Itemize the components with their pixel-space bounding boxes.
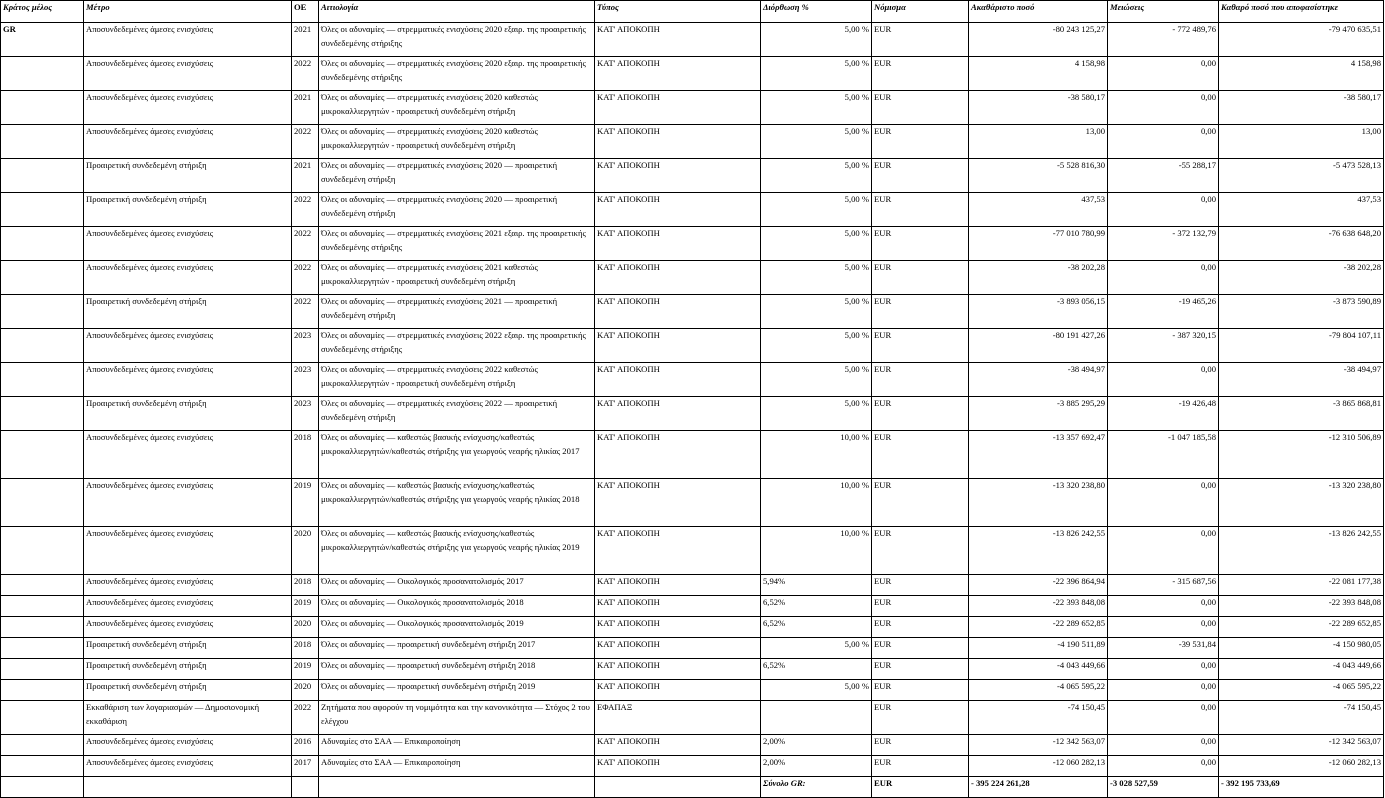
currency-cell: EUR [872, 596, 969, 617]
header-measure: Μέτρο [84, 1, 292, 23]
header-correction: Διόρθωση % [761, 1, 872, 23]
total-empty-cell [595, 777, 761, 798]
measure-cell: Προαιρετική συνδεδεμένη στήριξη [84, 680, 292, 701]
currency-cell: EUR [872, 431, 969, 479]
net-amount-cell: -22 081 177,38 [1219, 575, 1384, 596]
member-state-cell [1, 735, 84, 756]
member-state-cell [1, 596, 84, 617]
currency-cell: EUR [872, 295, 969, 329]
net-amount-cell: -4 150 980,05 [1219, 638, 1384, 659]
currency-cell: EUR [872, 479, 969, 527]
member-state-cell [1, 227, 84, 261]
reason-cell: Ζητήματα που αφορούν τη νομιμότητα και την κανονικότητα — Στόχος 2 του ελέγχου [319, 701, 595, 735]
reason-cell: Όλες οι αδυναμίες — προαιρετική συνδεδεμένη στήριξη 2019 [319, 680, 595, 701]
member-state-cell [1, 295, 84, 329]
net-amount-cell: -12 060 282,13 [1219, 756, 1384, 777]
table-row [1, 295, 1384, 329]
financial-year-cell: 2020 [292, 527, 319, 575]
reductions-cell: 0,00 [1108, 57, 1219, 91]
reason-cell: Όλες οι αδυναμίες — στρεμματικές ενισχύσεις 2020 — προαιρετική συνδεδεμένη στήριξη [319, 193, 595, 227]
correction-cell: 5,00 % [761, 329, 872, 363]
reductions-cell: - 387 320,15 [1108, 329, 1219, 363]
financial-year-cell: 2016 [292, 735, 319, 756]
member-state-cell [1, 680, 84, 701]
reductions-cell: 0,00 [1108, 596, 1219, 617]
measure-cell: Αποσυνδεδεμένες άμεσες ενισχύσεις [84, 227, 292, 261]
gross-amount-cell: 437,53 [969, 193, 1108, 227]
gross-amount-cell: -38 580,17 [969, 91, 1108, 125]
reductions-cell: -19 426,48 [1108, 397, 1219, 431]
net-amount-cell: -22 289 652,85 [1219, 617, 1384, 638]
correction-cell: 5,00 % [761, 397, 872, 431]
financial-year-cell: 2023 [292, 329, 319, 363]
reductions-cell: -19 465,26 [1108, 295, 1219, 329]
reductions-cell: 0,00 [1108, 701, 1219, 735]
currency-cell: EUR [872, 261, 969, 295]
measure-cell: Αποσυνδεδεμένες άμεσες ενισχύσεις [84, 756, 292, 777]
currency-cell: EUR [872, 617, 969, 638]
gross-amount-cell: -12 060 282,13 [969, 756, 1108, 777]
reason-cell: Όλες οι αδυναμίες — Οικολογικός προσανατολισμός 2017 [319, 575, 595, 596]
reductions-cell: 0,00 [1108, 659, 1219, 680]
currency-cell: EUR [872, 527, 969, 575]
reason-cell: Όλες οι αδυναμίες — στρεμματικές ενισχύσεις 2022 εξαιρ. της προαιρετικής συνδεδεμένης στήριξης [319, 329, 595, 363]
member-state-cell [1, 527, 84, 575]
correction-cell: 10,00 % [761, 527, 872, 575]
financial-year-cell: 2022 [292, 57, 319, 91]
table-row [1, 680, 1384, 701]
gross-amount-cell: -12 342 563,07 [969, 735, 1108, 756]
measure-cell: Αποσυνδεδεμένες άμεσες ενισχύσεις [84, 575, 292, 596]
net-amount-cell: -4 065 595,22 [1219, 680, 1384, 701]
type-cell: ΚΑΤ' ΑΠΟΚΟΠΗ [595, 756, 761, 777]
member-state-cell [1, 57, 84, 91]
member-state-cell [1, 617, 84, 638]
measure-cell: Αποσυνδεδεμένες άμεσες ενισχύσεις [84, 363, 292, 397]
member-state-cell [1, 193, 84, 227]
table-row [1, 431, 1384, 479]
table-row [1, 193, 1384, 227]
member-state-cell [1, 159, 84, 193]
type-cell: ΚΑΤ' ΑΠΟΚΟΠΗ [595, 159, 761, 193]
correction-cell: 5,00 % [761, 261, 872, 295]
header-financial-year: ΟΕ [292, 1, 319, 23]
total-net: - 392 195 733,69 [1219, 777, 1384, 798]
table-row [1, 125, 1384, 159]
correction-cell: 5,00 % [761, 227, 872, 261]
reductions-cell: - 772 489,76 [1108, 23, 1219, 57]
financial-year-cell: 2017 [292, 756, 319, 777]
correction-cell: 5,00 % [761, 295, 872, 329]
measure-cell: Αποσυνδεδεμένες άμεσες ενισχύσεις [84, 91, 292, 125]
table-row [1, 659, 1384, 680]
currency-cell: EUR [872, 91, 969, 125]
financial-year-cell: 2018 [292, 638, 319, 659]
total-empty-cell [292, 777, 319, 798]
financial-year-cell: 2022 [292, 701, 319, 735]
member-state-cell: GR [1, 23, 84, 57]
measure-cell: Αποσυνδεδεμένες άμεσες ενισχύσεις [84, 125, 292, 159]
measure-cell: Αποσυνδεδεμένες άμεσες ενισχύσεις [84, 596, 292, 617]
type-cell: ΚΑΤ' ΑΠΟΚΟΠΗ [595, 261, 761, 295]
member-state-cell [1, 659, 84, 680]
reason-cell: Όλες οι αδυναμίες — Οικολογικός προσανατολισμός 2018 [319, 596, 595, 617]
gross-amount-cell: -4 043 449,66 [969, 659, 1108, 680]
currency-cell: EUR [872, 680, 969, 701]
table-row [1, 701, 1384, 735]
type-cell: ΚΑΤ' ΑΠΟΚΟΠΗ [595, 329, 761, 363]
total-gross: - 395 224 261,28 [969, 777, 1108, 798]
measure-cell: Αποσυνδεδεμένες άμεσες ενισχύσεις [84, 735, 292, 756]
member-state-cell [1, 363, 84, 397]
gross-amount-cell: -38 202,28 [969, 261, 1108, 295]
type-cell: ΚΑΤ' ΑΠΟΚΟΠΗ [595, 596, 761, 617]
total-empty-cell [319, 777, 595, 798]
reductions-cell: 0,00 [1108, 680, 1219, 701]
type-cell: ΚΑΤ' ΑΠΟΚΟΠΗ [595, 363, 761, 397]
table-row [1, 596, 1384, 617]
currency-cell: EUR [872, 159, 969, 193]
table-body [1, 23, 1384, 777]
table-row [1, 638, 1384, 659]
currency-cell: EUR [872, 735, 969, 756]
table-row [1, 756, 1384, 777]
header-member-state: Κράτος μέλος [1, 1, 84, 23]
net-amount-cell: -38 494,97 [1219, 363, 1384, 397]
net-amount-cell: -4 043 449,66 [1219, 659, 1384, 680]
reductions-cell: 0,00 [1108, 363, 1219, 397]
net-amount-cell: -12 310 506,89 [1219, 431, 1384, 479]
financial-year-cell: 2021 [292, 159, 319, 193]
type-cell: ΚΑΤ' ΑΠΟΚΟΠΗ [595, 431, 761, 479]
financial-year-cell: 2022 [292, 193, 319, 227]
currency-cell: EUR [872, 701, 969, 735]
member-state-cell [1, 479, 84, 527]
reductions-cell: - 372 132,79 [1108, 227, 1219, 261]
reason-cell: Όλες οι αδυναμίες — στρεμματικές ενισχύσεις 2020 — προαιρετική συνδεδεμένη στήριξη [319, 159, 595, 193]
financial-year-cell: 2019 [292, 596, 319, 617]
financial-year-cell: 2023 [292, 363, 319, 397]
type-cell: ΚΑΤ' ΑΠΟΚΟΠΗ [595, 227, 761, 261]
table-row [1, 329, 1384, 363]
table-row [1, 397, 1384, 431]
correction-cell: 5,00 % [761, 159, 872, 193]
financial-year-cell: 2022 [292, 261, 319, 295]
net-amount-cell: -79 470 635,51 [1219, 23, 1384, 57]
net-amount-cell: -74 150,45 [1219, 701, 1384, 735]
table-row [1, 227, 1384, 261]
table-row [1, 617, 1384, 638]
financial-year-cell: 2021 [292, 91, 319, 125]
type-cell: ΚΑΤ' ΑΠΟΚΟΠΗ [595, 617, 761, 638]
gross-amount-cell: -80 191 427,26 [969, 329, 1108, 363]
reason-cell: Όλες οι αδυναμίες — καθεστώς βασικής ενίσχυσης/καθεστώς μικροκαλλιεργητών/καθεστώς στήριξης για γεωργούς νεαρής ηλικίας 2019 [319, 527, 595, 575]
type-cell: ΚΑΤ' ΑΠΟΚΟΠΗ [595, 193, 761, 227]
correction-cell: 6,52% [761, 659, 872, 680]
gross-amount-cell: 13,00 [969, 125, 1108, 159]
financial-year-cell: 2018 [292, 575, 319, 596]
table-row [1, 261, 1384, 295]
header-reductions: Μειώσεις [1108, 1, 1219, 23]
type-cell: ΚΑΤ' ΑΠΟΚΟΠΗ [595, 23, 761, 57]
reason-cell: Όλες οι αδυναμίες — καθεστώς βασικής ενίσχυσης/καθεστώς μικροκαλλιεργητών/καθεστώς στήριξης για γεωργούς νεαρής ηλικίας 2017 [319, 431, 595, 479]
currency-cell: EUR [872, 193, 969, 227]
type-cell: ΚΑΤ' ΑΠΟΚΟΠΗ [595, 659, 761, 680]
reason-cell: Όλες οι αδυναμίες — στρεμματικές ενισχύσεις 2022 καθεστώς μικροκαλλιεργητών - προαιρετική συνδεδεμένη στήριξη [319, 363, 595, 397]
net-amount-cell: -5 473 528,13 [1219, 159, 1384, 193]
measure-cell: Προαιρετική συνδεδεμένη στήριξη [84, 638, 292, 659]
reason-cell: Όλες οι αδυναμίες — στρεμματικές ενισχύσεις 2021 καθεστώς μικροκαλλιεργητών - προαιρετική συνδεδεμένη στήριξη [319, 261, 595, 295]
correction-cell: 5,00 % [761, 91, 872, 125]
measure-cell: Προαιρετική συνδεδεμένη στήριξη [84, 193, 292, 227]
table-row [1, 527, 1384, 575]
type-cell: ΚΑΤ' ΑΠΟΚΟΠΗ [595, 57, 761, 91]
financial-year-cell: 2019 [292, 479, 319, 527]
gross-amount-cell: -38 494,97 [969, 363, 1108, 397]
measure-cell: Αποσυνδεδεμένες άμεσες ενισχύσεις [84, 527, 292, 575]
gross-amount-cell: -22 393 848,08 [969, 596, 1108, 617]
measure-cell: Προαιρετική συνδεδεμένη στήριξη [84, 397, 292, 431]
reductions-cell: 0,00 [1108, 617, 1219, 638]
member-state-cell [1, 261, 84, 295]
gross-amount-cell: -4 065 595,22 [969, 680, 1108, 701]
correction-cell: 10,00 % [761, 431, 872, 479]
reductions-cell: 0,00 [1108, 125, 1219, 159]
measure-cell: Προαιρετική συνδεδεμένη στήριξη [84, 159, 292, 193]
measure-cell: Προαιρετική συνδεδεμένη στήριξη [84, 295, 292, 329]
gross-amount-cell: -22 289 652,85 [969, 617, 1108, 638]
reason-cell: Όλες οι αδυναμίες — στρεμματικές ενισχύσεις 2020 εξαιρ. της προαιρετικής συνδεδεμένης στήριξης [319, 57, 595, 91]
member-state-cell [1, 756, 84, 777]
correction-cell: 5,00 % [761, 193, 872, 227]
measure-cell: Εκκαθάριση των λογαριασμών — Δημοσιονομική εκκαθάριση [84, 701, 292, 735]
gross-amount-cell: -13 320 238,80 [969, 479, 1108, 527]
net-amount-cell: -13 320 238,80 [1219, 479, 1384, 527]
member-state-cell [1, 329, 84, 363]
reductions-cell: 0,00 [1108, 193, 1219, 227]
net-amount-cell: -38 202,28 [1219, 261, 1384, 295]
correction-cell: 5,94% [761, 575, 872, 596]
member-state-cell [1, 575, 84, 596]
currency-cell: EUR [872, 756, 969, 777]
currency-cell: EUR [872, 329, 969, 363]
member-state-cell [1, 638, 84, 659]
type-cell: ΚΑΤ' ΑΠΟΚΟΠΗ [595, 295, 761, 329]
table-row [1, 575, 1384, 596]
gross-amount-cell: -3 893 056,15 [969, 295, 1108, 329]
gross-amount-cell: -13 826 242,55 [969, 527, 1108, 575]
reductions-cell: -55 288,17 [1108, 159, 1219, 193]
type-cell: ΕΦΑΠΑΞ [595, 701, 761, 735]
reason-cell: Όλες οι αδυναμίες — στρεμματικές ενισχύσεις 2020 εξαιρ. της προαιρετικής συνδεδεμένης στήριξης [319, 23, 595, 57]
table-row [1, 735, 1384, 756]
table-row [1, 363, 1384, 397]
reason-cell: Όλες οι αδυναμίες — στρεμματικές ενισχύσεις 2021 εξαιρ. της προαιρετικής συνδεδεμένης στήριξης [319, 227, 595, 261]
financial-year-cell: 2022 [292, 125, 319, 159]
net-amount-cell: -76 638 648,20 [1219, 227, 1384, 261]
financial-year-cell: 2018 [292, 431, 319, 479]
measure-cell: Αποσυνδεδεμένες άμεσες ενισχύσεις [84, 431, 292, 479]
measure-cell: Αποσυνδεδεμένες άμεσες ενισχύσεις [84, 57, 292, 91]
member-state-cell [1, 701, 84, 735]
reason-cell: Όλες οι αδυναμίες — Οικολογικός προσανατολισμός 2019 [319, 617, 595, 638]
type-cell: ΚΑΤ' ΑΠΟΚΟΠΗ [595, 680, 761, 701]
header-net-amount: Καθαρό ποσό που αποφασίστηκε [1219, 1, 1384, 23]
net-amount-cell: -38 580,17 [1219, 91, 1384, 125]
correction-cell: 10,00 % [761, 479, 872, 527]
member-state-cell [1, 431, 84, 479]
gross-amount-cell: 4 158,98 [969, 57, 1108, 91]
correction-cell: 5,00 % [761, 638, 872, 659]
correction-cell: 5,00 % [761, 125, 872, 159]
gross-amount-cell: -80 243 125,27 [969, 23, 1108, 57]
table-row [1, 57, 1384, 91]
reductions-cell: 0,00 [1108, 527, 1219, 575]
currency-cell: EUR [872, 363, 969, 397]
gross-amount-cell: -74 150,45 [969, 701, 1108, 735]
gross-amount-cell: -22 396 864,94 [969, 575, 1108, 596]
reductions-cell: 0,00 [1108, 91, 1219, 125]
total-label: Σύνολο GR: [761, 777, 872, 798]
reason-cell: Αδυναμίες στο ΣΑΑ — Επικαιροποίηση [319, 735, 595, 756]
financial-year-cell: 2021 [292, 23, 319, 57]
reason-cell: Όλες οι αδυναμίες — προαιρετική συνδεδεμένη στήριξη 2017 [319, 638, 595, 659]
reductions-cell: -1 047 185,58 [1108, 431, 1219, 479]
reason-cell: Όλες οι αδυναμίες — στρεμματικές ενισχύσεις 2022 — προαιρετική συνδεδεμένη στήριξη [319, 397, 595, 431]
currency-cell: EUR [872, 125, 969, 159]
reductions-cell: 0,00 [1108, 261, 1219, 295]
correction-cell: 5,00 % [761, 363, 872, 397]
reason-cell: Αδυναμίες στο ΣΑΑ — Επικαιροποίηση [319, 756, 595, 777]
net-amount-cell: -79 804 107,11 [1219, 329, 1384, 363]
total-reductions: -3 028 527,59 [1108, 777, 1219, 798]
table-row [1, 159, 1384, 193]
reason-cell: Όλες οι αδυναμίες — καθεστώς βασικής ενίσχυσης/καθεστώς μικροκαλλιεργητών/καθεστώς στήριξης για γεωργούς νεαρής ηλικίας 2018 [319, 479, 595, 527]
table-row [1, 91, 1384, 125]
currency-cell: EUR [872, 23, 969, 57]
reductions-cell: -39 531,84 [1108, 638, 1219, 659]
gross-amount-cell: -13 357 692,47 [969, 431, 1108, 479]
gross-amount-cell: -77 010 780,99 [969, 227, 1108, 261]
currency-cell: EUR [872, 575, 969, 596]
member-state-cell [1, 397, 84, 431]
reductions-cell: - 315 687,56 [1108, 575, 1219, 596]
type-cell: ΚΑΤ' ΑΠΟΚΟΠΗ [595, 479, 761, 527]
header-row [1, 1, 1384, 23]
currency-cell: EUR [872, 659, 969, 680]
total-currency: EUR [872, 777, 969, 798]
header-reason: Αιτιολογία [319, 1, 595, 23]
financial-year-cell: 2022 [292, 227, 319, 261]
financial-year-cell: 2020 [292, 680, 319, 701]
correction-cell: 2,00% [761, 735, 872, 756]
correction-cell: 6,52% [761, 596, 872, 617]
currency-cell: EUR [872, 397, 969, 431]
member-state-cell [1, 91, 84, 125]
net-amount-cell: 437,53 [1219, 193, 1384, 227]
type-cell: ΚΑΤ' ΑΠΟΚΟΠΗ [595, 125, 761, 159]
total-row [1, 777, 1384, 798]
reductions-cell: 0,00 [1108, 479, 1219, 527]
net-amount-cell: -3 873 590,89 [1219, 295, 1384, 329]
header-currency: Νόμισμα [872, 1, 969, 23]
net-amount-cell: 13,00 [1219, 125, 1384, 159]
net-amount-cell: -3 865 868,81 [1219, 397, 1384, 431]
measure-cell: Αποσυνδεδεμένες άμεσες ενισχύσεις [84, 329, 292, 363]
gross-amount-cell: -4 190 511,89 [969, 638, 1108, 659]
correction-cell: 5,00 % [761, 23, 872, 57]
net-amount-cell: 4 158,98 [1219, 57, 1384, 91]
gross-amount-cell: -5 528 816,30 [969, 159, 1108, 193]
reason-cell: Όλες οι αδυναμίες — προαιρετική συνδεδεμένη στήριξη 2018 [319, 659, 595, 680]
gross-amount-cell: -3 885 295,29 [969, 397, 1108, 431]
measure-cell: Αποσυνδεδεμένες άμεσες ενισχύσεις [84, 261, 292, 295]
currency-cell: EUR [872, 638, 969, 659]
currency-cell: EUR [872, 57, 969, 91]
type-cell: ΚΑΤ' ΑΠΟΚΟΠΗ [595, 575, 761, 596]
total-empty-cell [1, 777, 84, 798]
reason-cell: Όλες οι αδυναμίες — στρεμματικές ενισχύσεις 2020 καθεστώς μικροκαλλιεργητών - προαιρετική συνδεδεμένη στήριξη [319, 91, 595, 125]
net-amount-cell: -12 342 563,07 [1219, 735, 1384, 756]
financial-year-cell: 2023 [292, 397, 319, 431]
table-row [1, 479, 1384, 527]
type-cell: ΚΑΤ' ΑΠΟΚΟΠΗ [595, 91, 761, 125]
correction-cell: 5,00 % [761, 680, 872, 701]
table-row [1, 23, 1384, 57]
measure-cell: Αποσυνδεδεμένες άμεσες ενισχύσεις [84, 479, 292, 527]
reason-cell: Όλες οι αδυναμίες — στρεμματικές ενισχύσεις 2021 — προαιρετική συνδεδεμένη στήριξη [319, 295, 595, 329]
header-gross-amount: Ακαθάριστο ποσό [969, 1, 1108, 23]
reason-cell: Όλες οι αδυναμίες — στρεμματικές ενισχύσεις 2020 καθεστώς μικροκαλλιεργητών - προαιρετική συνδεδεμένη στήριξη [319, 125, 595, 159]
reductions-cell: 0,00 [1108, 756, 1219, 777]
correction-cell [761, 701, 872, 735]
correction-cell: 5,00 % [761, 57, 872, 91]
net-amount-cell: -13 826 242,55 [1219, 527, 1384, 575]
net-amount-cell: -22 393 848,08 [1219, 596, 1384, 617]
financial-year-cell: 2019 [292, 659, 319, 680]
measure-cell: Αποσυνδεδεμένες άμεσες ενισχύσεις [84, 617, 292, 638]
header-type: Τύπος [595, 1, 761, 23]
correction-cell: 2,00% [761, 756, 872, 777]
type-cell: ΚΑΤ' ΑΠΟΚΟΠΗ [595, 527, 761, 575]
type-cell: ΚΑΤ' ΑΠΟΚΟΠΗ [595, 397, 761, 431]
total-empty-cell [84, 777, 292, 798]
type-cell: ΚΑΤ' ΑΠΟΚΟΠΗ [595, 638, 761, 659]
financial-year-cell: 2022 [292, 295, 319, 329]
member-state-cell [1, 125, 84, 159]
measure-cell: Αποσυνδεδεμένες άμεσες ενισχύσεις [84, 23, 292, 57]
type-cell: ΚΑΤ' ΑΠΟΚΟΠΗ [595, 735, 761, 756]
currency-cell: EUR [872, 227, 969, 261]
measure-cell: Προαιρετική συνδεδεμένη στήριξη [84, 659, 292, 680]
financial-year-cell: 2020 [292, 617, 319, 638]
reductions-cell: 0,00 [1108, 735, 1219, 756]
correction-cell: 6,52% [761, 617, 872, 638]
